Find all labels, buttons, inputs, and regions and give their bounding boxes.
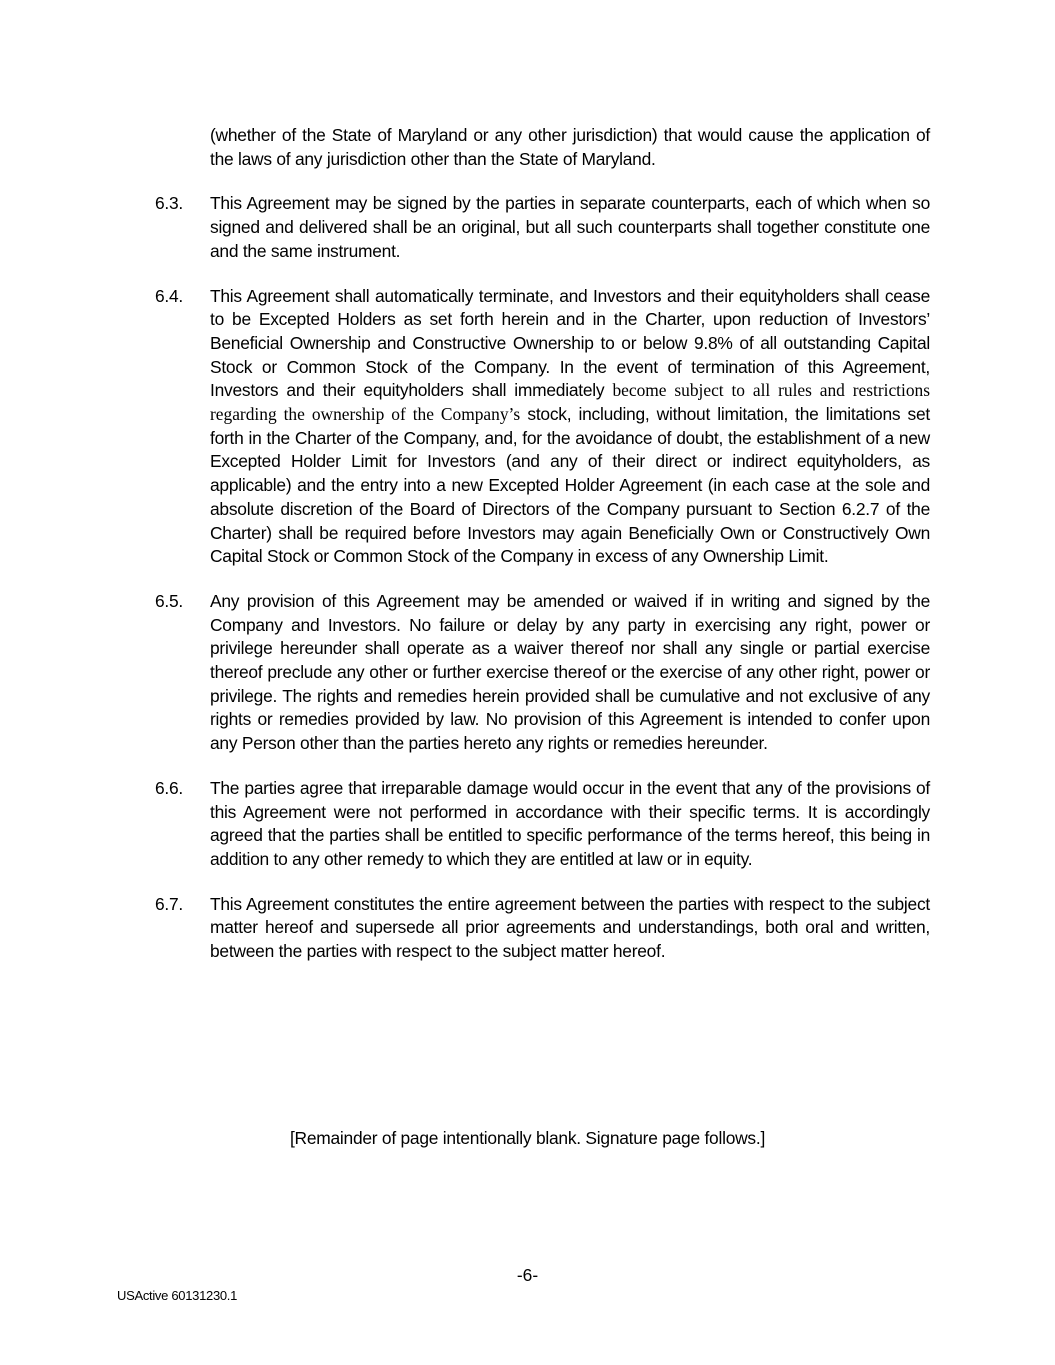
section-number: 6.5.	[155, 590, 184, 611]
section-text: The parties agree that irreparable damage would occur in the event that any of the provisions of this Agreement were not performed in accordance with their specific terms. It is accordingly agreed that the parties shall be entitled to specific performance of the terms hereof, this being in addition to any other remedy to which they are entitled at law or in equity.	[210, 777, 930, 869]
section-text-part3: stock, including, without limitation, the limitations set forth in the Charter of the Company, and, for the avoidance of doubt, the establishment of a new Excepted Holder Limit for Investors (and any of their direct or indirect equityholders, as applicable) and the entry into a new Excepted Holder Agreement (in each case at the sole and absolute discretion of the Board of Directors of the Company pursuant to Section 6.2.7 of the Charter) shall be required before Investors may again Beneficially Own or Constructively Own Capital Stock or Common Stock of the Company in excess of any Ownership Limit.	[210, 404, 930, 567]
section-6-6	[155, 777, 930, 872]
document-body	[155, 124, 930, 985]
section-6-4	[155, 285, 930, 569]
section-text: Any provision of this Agreement may be amended or waived if in writing and signed by the Company and Investors. No failure or delay by any party in exercising any right, power or privilege hereunder shall operate as a waiver thereof nor shall any single or partial exercise thereof preclude any other or further exercise thereof or the exercise of any other right, power or privilege. The rights and remedies herein provided shall be cumulative and not exclusive of any rights or remedies provided by law. No provision of this Agreement is intended to confer upon any Person other than the parties hereto any rights or remedies hereunder.	[210, 590, 930, 754]
section-6-3	[155, 192, 930, 263]
section-text-part2-serif: become subject to all rules and restrictions regarding the ownership of the Company’s	[210, 380, 930, 425]
section-number: 6.6.	[155, 777, 184, 798]
section-number: 6.4.	[155, 285, 184, 306]
section-text	[210, 285, 930, 569]
continuation-paragraph: (whether of the State of Maryland or any other jurisdiction) that would cause the application of the laws of any jurisdiction other than the State of Maryland.	[210, 125, 930, 169]
section-text: This Agreement constitutes the entire agreement between the parties with respect to the subject matter hereof and supersede all prior agreements and understandings, both oral and written, between the parties with respect to the subject matter hereof.	[210, 893, 930, 962]
section-6-7	[155, 893, 930, 964]
remainder-note: [Remainder of page intentionally blank. Signature page follows.]	[289, 1128, 766, 1148]
section-number: 6.7.	[155, 893, 184, 914]
page-number: -6-	[516, 1265, 539, 1285]
section-text-part1: This Agreement shall automatically terminate, and Investors and their equityholders shall cease to be Excepted Holders as set forth herein and in the Charter, upon reduction of Investors’ Beneficial Ownership and Constructive Ownership to or below 9.8% of all outstanding Capital Stock or Common Stock of the Company. In the event of termination of this Agreement, Investors and their equityholders shall immediately	[210, 285, 930, 401]
section-number: 6.3.	[155, 193, 184, 214]
document-id: USActive 60131230.1	[117, 1288, 238, 1303]
section-text: This Agreement may be signed by the parties in separate counterparts, each of which when so signed and delivered shall be an original, but all such counterparts shall together constitute one and the same instrument.	[210, 193, 930, 261]
section-6-5	[155, 590, 930, 756]
